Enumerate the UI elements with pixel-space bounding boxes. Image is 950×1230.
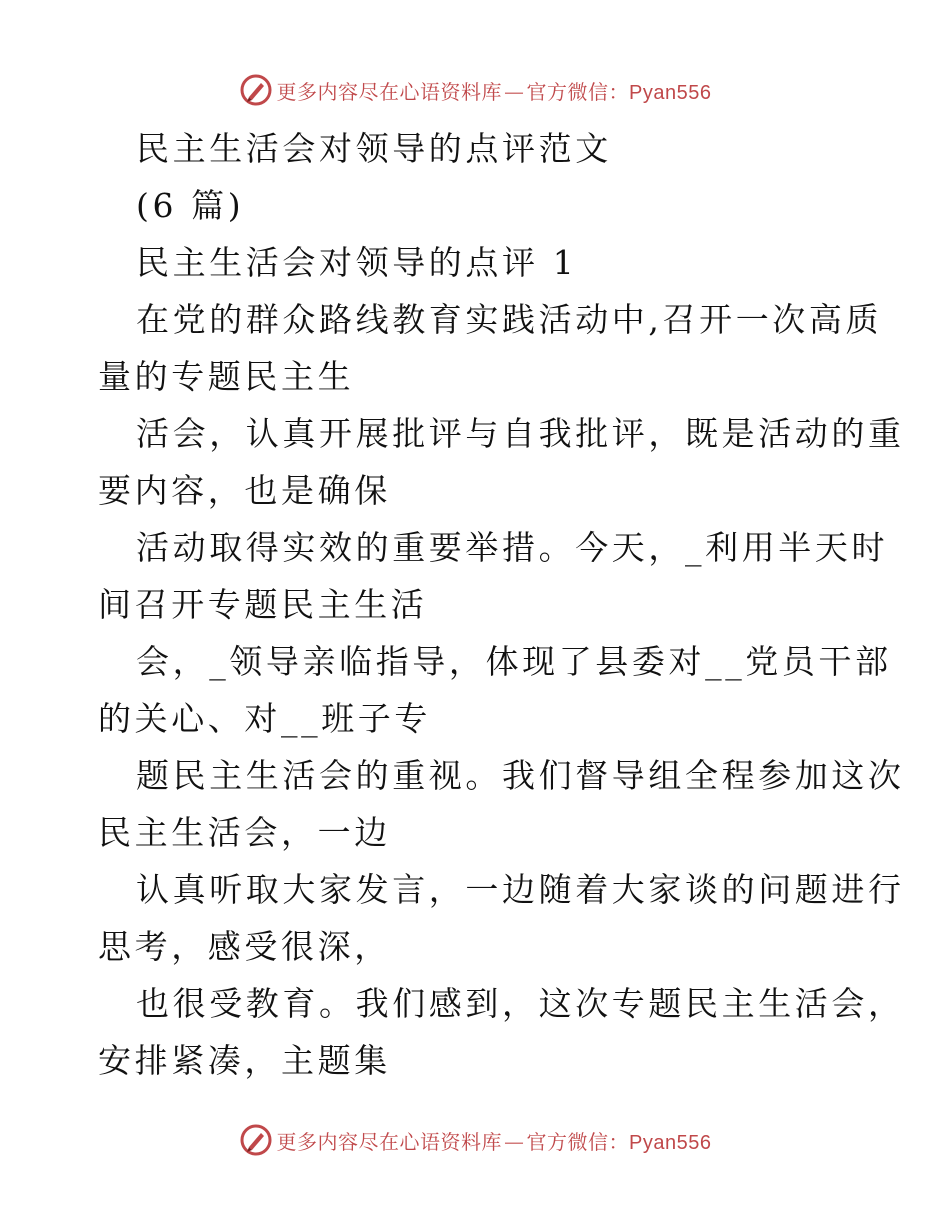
watermark-text: 更多内容尽在心语资料库 — 官方微信：Pyan556: [276, 79, 712, 104]
text-line: 思考，感受很深，: [98, 927, 391, 966]
document-body: [98, 120, 905, 1089]
text-line: 民主生活会对领导的点评 1: [136, 243, 578, 282]
text-line: 活会，认真开展批评与自我批评，既是活动的重: [136, 414, 905, 453]
header-watermark: [0, 68, 950, 112]
text-line: 会，_领导亲临指导，体现了县委对__党员干部: [136, 642, 892, 681]
text-line: 认真听取大家发言，一边随着大家谈的问题进行: [136, 870, 905, 909]
text-line: 的关心、对__班子专: [98, 699, 431, 738]
text-line: 间召开专题民主生活: [98, 585, 428, 624]
text-line: 题民主生活会的重视。我们督导组全程参加这次: [136, 756, 905, 795]
text-line: 在党的群众路线教育实践活动中,召开一次高质: [136, 300, 883, 339]
text-line: (6 篇): [136, 186, 245, 225]
text-line: 民主生活会，一边: [98, 813, 391, 852]
pen-logo-icon: [239, 1123, 273, 1157]
text-line: 活动取得实效的重要举措。今天，_利用半天时: [136, 528, 889, 567]
text-line: 要内容，也是确保: [98, 471, 391, 510]
text-line: 安排紧凑，主题集: [98, 1041, 391, 1080]
text-line: 量的专题民主生: [98, 357, 355, 396]
watermark-text: 更多内容尽在心语资料库 — 官方微信：Pyan556: [276, 1129, 712, 1154]
footer-watermark: [0, 1118, 950, 1162]
pen-logo-icon: [239, 73, 273, 107]
text-line: 也很受教育。我们感到，这次专题民主生活会，: [136, 984, 905, 1023]
text-line: 民主生活会对领导的点评范文: [136, 129, 612, 168]
